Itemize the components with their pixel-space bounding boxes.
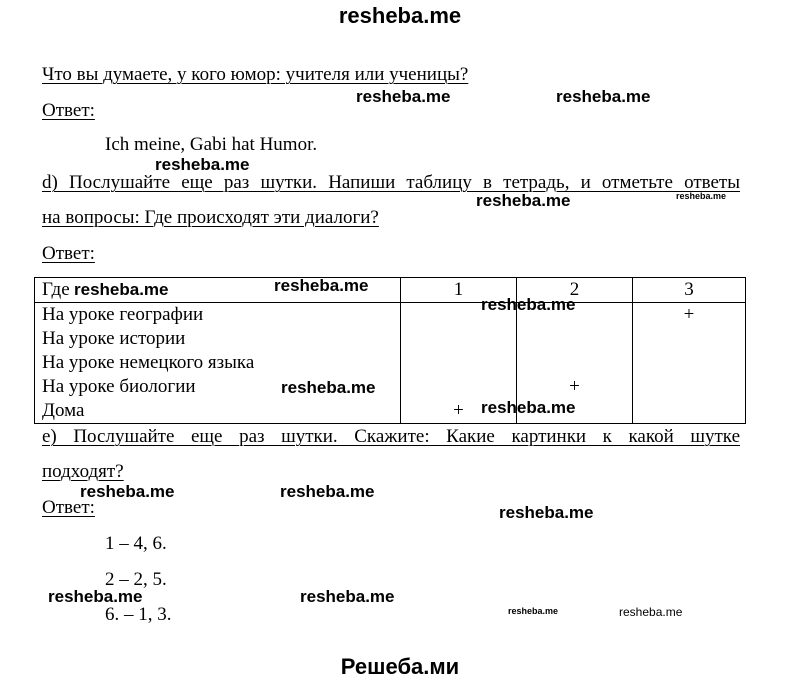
row-cell	[517, 327, 633, 351]
row-cell: +	[517, 375, 633, 399]
watermark: resheba.me	[48, 587, 143, 606]
table-row	[35, 375, 746, 399]
watermark: resheba.me	[481, 398, 576, 417]
row-cell: +	[401, 399, 517, 424]
row-cell	[401, 327, 517, 351]
question-d-line2: на вопросы: Где происходят эти диалоги?	[42, 207, 379, 228]
watermark: resheba.me	[155, 155, 250, 174]
table-header-where: Где	[35, 278, 401, 303]
watermark: resheba.me	[280, 482, 375, 501]
row-label: На уроке истории	[35, 327, 401, 351]
row-cell	[633, 399, 746, 424]
watermark: resheba.me	[281, 378, 376, 397]
watermark: resheba.me	[80, 482, 175, 501]
question-d-answer-label: Ответ:	[42, 243, 95, 264]
question-e-answer-label: Ответ:	[42, 497, 95, 518]
question-e-answer-2: 2 – 2, 5.	[105, 569, 167, 590]
watermark: resheba.me	[476, 191, 571, 210]
row-cell	[633, 351, 746, 375]
row-cell	[401, 375, 517, 399]
question-d-line1: d) Послушайте еще раз шутки. Напиши таблицу в тетрадь, и отметьте ответы	[42, 172, 740, 193]
watermark: resheba.me	[676, 191, 727, 201]
watermark: resheba.me	[300, 587, 395, 606]
watermark: resheba.me	[481, 295, 576, 314]
table-row	[35, 351, 746, 375]
question-e-line1: e) Послушайте еще раз шутки. Скажите: Какие картинки к какой шутке	[42, 426, 740, 447]
question-c-answer: Ich meine, Gabi hat Humor.	[105, 134, 318, 155]
row-cell	[633, 375, 746, 399]
row-cell: +	[633, 303, 746, 328]
table-header-1: 1	[401, 278, 517, 303]
question-c-text: Что вы думаете, у кого юмор: учителя или ученицы?	[42, 64, 469, 85]
table-header-3: 3	[633, 278, 746, 303]
table-header-2: 2	[517, 278, 633, 303]
watermark: resheba.me	[274, 276, 369, 295]
row-label: На уроке немецкого языка	[35, 351, 401, 375]
row-cell	[401, 351, 517, 375]
question-e-line2: подходят?	[42, 461, 124, 482]
question-e-answer-3: 6. – 1, 3.	[105, 604, 172, 625]
row-cell	[633, 327, 746, 351]
watermark: resheba.me	[556, 87, 651, 106]
watermark: resheba.me	[74, 280, 169, 299]
row-label: На уроке географии	[35, 303, 401, 328]
question-e-answer-1: 1 – 4, 6.	[105, 533, 167, 554]
watermark: resheba.me	[499, 503, 594, 522]
row-label: Дома	[35, 399, 401, 424]
watermark: resheba.me	[508, 606, 559, 616]
site-header[interactable]: resheba.me	[338, 3, 462, 28]
watermark: resheba.me	[619, 605, 683, 619]
table-row	[35, 399, 746, 424]
question-c-answer-label: Ответ:	[42, 100, 95, 121]
row-cell	[517, 351, 633, 375]
table-row	[35, 327, 746, 351]
table-row	[35, 303, 746, 328]
site-footer[interactable]: Решеба.ми	[340, 654, 460, 679]
watermark: resheba.me	[356, 87, 451, 106]
row-label: На уроке биологии	[35, 375, 401, 399]
